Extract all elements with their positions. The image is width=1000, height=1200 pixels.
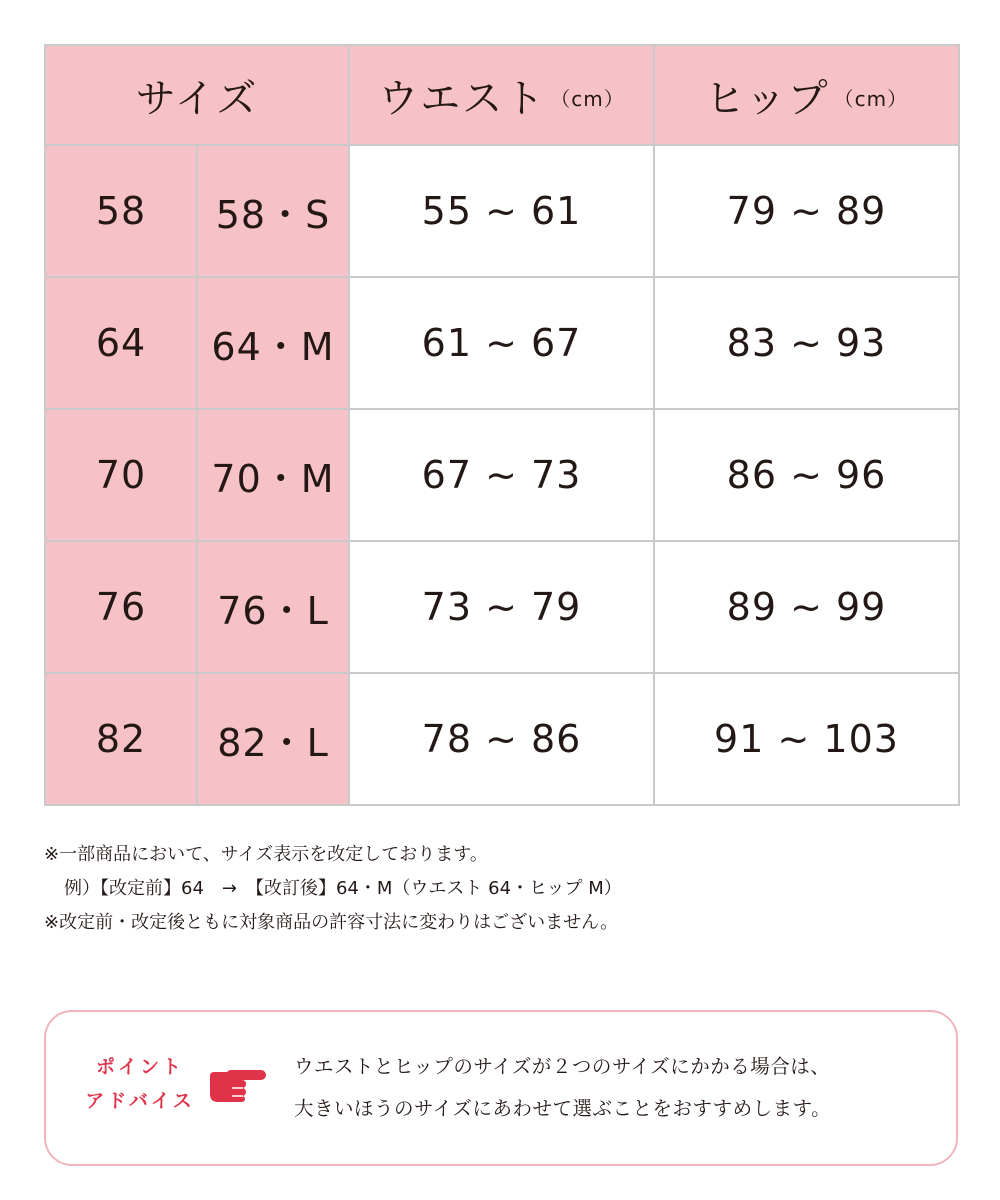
new-size-cell: 82・L [197,673,349,805]
advice-label-line-2: アドバイス [85,1090,195,1112]
advice-label [80,1050,200,1118]
note-line-3: ※改定前・改定後ともに対象商品の許容寸法に変わりはございません。 [44,912,619,933]
waist-cell: 78 ~ 86 [349,673,654,805]
advice-text [294,1046,934,1130]
header-hip: ヒップ （cm） [654,45,959,145]
table-row [45,409,959,541]
pointing-hand-icon [204,1062,268,1104]
old-size-cell: 70 [45,409,197,541]
table-row [45,541,959,673]
old-size-cell: 82 [45,673,197,805]
size-table [44,44,960,806]
old-size-cell: 76 [45,541,197,673]
old-size-cell: 58 [45,145,197,277]
waist-cell: 67 ~ 73 [349,409,654,541]
new-size-cell: 76・L [197,541,349,673]
note-line-2: 例）【改定前】64 → 【改訂後】64・M（ウエスト 64・ヒップ M） [64,878,622,899]
new-size-cell: 64・M [197,277,349,409]
advice-text-line-2: 大きいほうのサイズにあわせて選ぶことをおすすめします。 [294,1097,832,1120]
header-waist: ウエスト （cm） [349,45,654,145]
waist-cell: 61 ~ 67 [349,277,654,409]
hip-cell: 91 ~ 103 [654,673,959,805]
note-line-1: ※一部商品において、サイズ表示を改定しております。 [44,844,488,865]
hip-cell: 86 ~ 96 [654,409,959,541]
point-advice-box [44,1010,958,1166]
hip-unit: （cm） [833,86,909,111]
hip-cell: 89 ~ 99 [654,541,959,673]
advice-label-line-1: ポイント [95,1056,184,1078]
new-size-cell: 58・S [197,145,349,277]
header-row [45,45,959,145]
waist-cell: 55 ~ 61 [349,145,654,277]
size-notes [44,838,958,940]
table-row [45,145,959,277]
waist-cell: 73 ~ 79 [349,541,654,673]
table-row [45,277,959,409]
header-size: サイズ [45,45,349,145]
hip-cell: 83 ~ 93 [654,277,959,409]
advice-text-line-1: ウエストとヒップのサイズが２つのサイズにかかる場合は、 [294,1055,831,1078]
waist-unit: （cm） [550,86,625,111]
new-size-cell: 70・M [197,409,349,541]
hip-cell: 79 ~ 89 [654,145,959,277]
old-size-cell: 64 [45,277,197,409]
table-row [45,673,959,805]
